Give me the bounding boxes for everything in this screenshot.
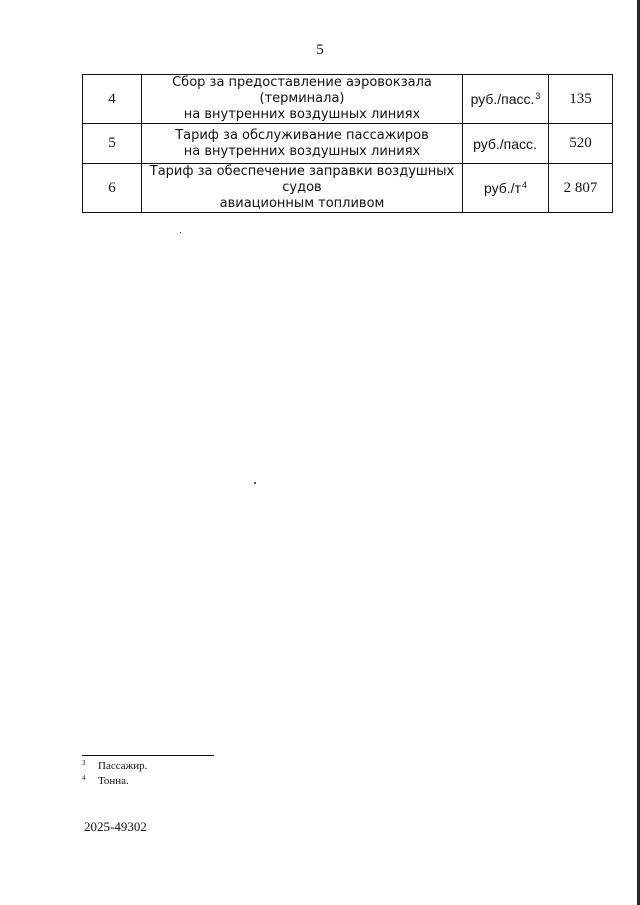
footnote-ref: 3	[535, 91, 541, 101]
tariff-name-line: Сбор за предоставление аэровокзала (терминала)	[172, 75, 432, 106]
footnote-text: Пассажир.	[98, 760, 148, 772]
footnote-mark: 3	[82, 759, 86, 767]
tariff-name	[142, 124, 463, 164]
table-row	[83, 164, 613, 213]
tariff-name-line: на внутренних воздушных линиях	[183, 107, 421, 122]
unit-text: руб./пасс.	[470, 91, 535, 107]
row-number: 6	[83, 164, 142, 213]
tariff-name	[142, 164, 463, 213]
footnote	[82, 774, 129, 787]
tariff-value: 520	[549, 124, 613, 164]
footnote	[82, 759, 147, 772]
footnote-separator	[82, 755, 214, 756]
unit-cell	[463, 164, 549, 213]
page-number: 5	[316, 42, 324, 58]
row-number: 4	[83, 75, 142, 124]
unit-text: руб./т	[483, 180, 521, 196]
footnote-ref: 4	[521, 180, 527, 190]
footnote-text: Тонна.	[98, 775, 129, 787]
scan-speck	[180, 232, 181, 233]
tariff-name-line: авиационным топливом	[219, 196, 385, 211]
tariff-value: 135	[549, 75, 613, 124]
tariff-value: 2 807	[549, 164, 613, 213]
tariff-table	[82, 74, 613, 213]
document-id: 2025-49302	[84, 819, 147, 834]
unit-cell	[463, 75, 549, 124]
scan-speck	[254, 482, 256, 484]
tariff-name-line: Тариф за обслуживание пассажиров	[175, 127, 429, 143]
row-number: 5	[83, 124, 142, 164]
tariff-name	[142, 75, 463, 124]
tariff-name-line: на внутренних воздушных линиях	[183, 143, 421, 159]
unit-text: руб./пасс.	[473, 135, 537, 152]
unit-cell	[463, 124, 549, 164]
footnote-mark: 4	[82, 774, 86, 782]
table-row	[83, 124, 613, 164]
tariff-name-line: Тариф за обеспечение заправки воздушных судов	[149, 164, 455, 195]
table-row	[83, 75, 613, 124]
